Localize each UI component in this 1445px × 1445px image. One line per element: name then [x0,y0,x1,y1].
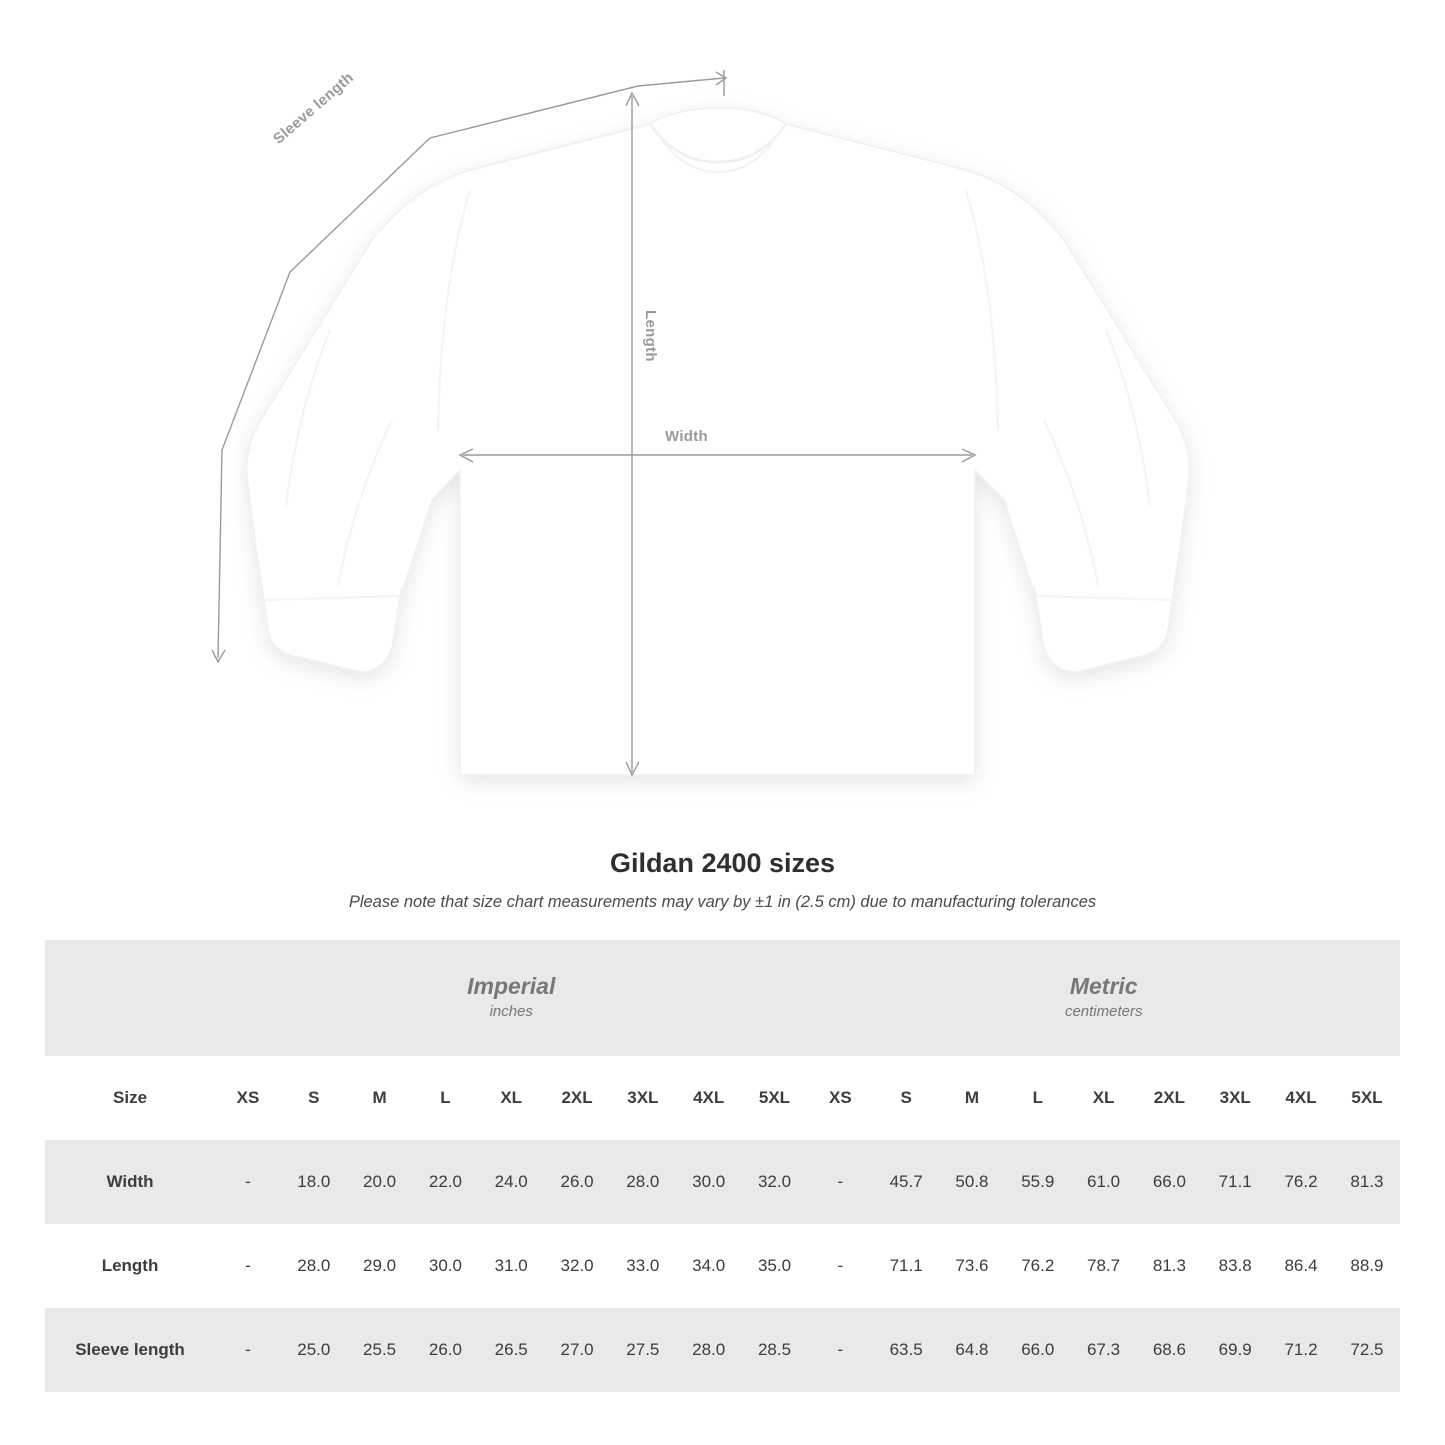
cell-width-metric-l: 55.9 [1005,1140,1071,1224]
unit-group-metric-sub: centimeters [1064,1003,1143,1021]
width-label: Width [665,428,709,445]
header-size-metric-xl: XL [1071,1056,1137,1140]
cell-length-imperial-3xl: 33.0 [610,1224,676,1308]
cell-length-imperial-l: 30.0 [413,1224,479,1308]
row-label-width: Width [45,1140,215,1224]
cell-width-metric-xs: - [807,1140,873,1224]
cell-sleeve-metric-s: 63.5 [873,1308,939,1392]
cell-sleeve-imperial-s: 25.0 [281,1308,347,1392]
cell-width-metric-m: 50.8 [939,1140,1005,1224]
cell-width-imperial-s: 18.0 [281,1140,347,1224]
header-size-label: Size [45,1056,215,1140]
cell-length-metric-2xl: 81.3 [1136,1224,1202,1308]
cell-width-metric-s: 45.7 [873,1140,939,1224]
cell-width-metric-5xl: 81.3 [1334,1140,1400,1224]
unit-header-spacer [45,940,215,1056]
cell-width-imperial-m: 20.0 [347,1140,413,1224]
cell-length-metric-l: 76.2 [1005,1224,1071,1308]
table-row-sleeve-length [45,1308,1400,1392]
cell-sleeve-metric-xs: - [807,1308,873,1392]
header-size-metric-4xl: 4XL [1268,1056,1334,1140]
cell-sleeve-imperial-4xl: 28.0 [676,1308,742,1392]
cell-length-metric-xs: - [807,1224,873,1308]
cell-sleeve-imperial-xs: - [215,1308,281,1392]
header-size-imperial-l: L [413,1056,479,1140]
cell-length-metric-3xl: 83.8 [1202,1224,1268,1308]
cell-width-imperial-3xl: 28.0 [610,1140,676,1224]
cell-length-imperial-xs: - [215,1224,281,1308]
header-size-metric-5xl: 5XL [1334,1056,1400,1140]
cell-sleeve-imperial-l: 26.0 [413,1308,479,1392]
cell-length-metric-xl: 78.7 [1071,1224,1137,1308]
cell-width-imperial-l: 22.0 [413,1140,479,1224]
table-row-length [45,1224,1400,1308]
row-label-length: Length [45,1224,215,1308]
header-size-metric-l: L [1005,1056,1071,1140]
cell-length-imperial-2xl: 32.0 [544,1224,610,1308]
unit-group-imperial [215,940,807,1056]
size-table [45,940,1400,1392]
cell-width-imperial-2xl: 26.0 [544,1140,610,1224]
cell-length-metric-4xl: 86.4 [1268,1224,1334,1308]
cell-sleeve-imperial-2xl: 27.0 [544,1308,610,1392]
header-size-imperial-xs: XS [215,1056,281,1140]
table-row-width [45,1140,1400,1224]
cell-sleeve-metric-m: 64.8 [939,1308,1005,1392]
garment-shape [247,108,1190,775]
header-size-imperial-xl: XL [478,1056,544,1140]
unit-group-imperial-sub: inches [489,1003,533,1021]
header-size-imperial-5xl: 5XL [742,1056,808,1140]
cell-sleeve-metric-2xl: 68.6 [1136,1308,1202,1392]
unit-group-imperial-title: Imperial [467,972,556,999]
cell-width-metric-xl: 61.0 [1071,1140,1137,1224]
cell-length-metric-5xl: 88.9 [1334,1224,1400,1308]
cell-length-imperial-m: 29.0 [347,1224,413,1308]
unit-group-metric-title: Metric [1069,972,1138,999]
length-label: Length [642,310,659,362]
cell-sleeve-metric-3xl: 69.9 [1202,1308,1268,1392]
cell-sleeve-metric-xl: 67.3 [1071,1308,1137,1392]
title-block [0,848,1445,912]
header-size-metric-xs: XS [807,1056,873,1140]
cell-length-metric-s: 71.1 [873,1224,939,1308]
unit-header-row [45,940,1400,1056]
header-size-metric-s: S [873,1056,939,1140]
cell-width-imperial-xl: 24.0 [478,1140,544,1224]
sleeve-length-label: Sleeve length [270,68,358,148]
cell-length-metric-m: 73.6 [939,1224,1005,1308]
cell-length-imperial-s: 28.0 [281,1224,347,1308]
size-table-wrapper [45,940,1400,1392]
header-size-metric-2xl: 2XL [1136,1056,1202,1140]
page-title: Gildan 2400 sizes [609,848,836,878]
header-size-metric-m: M [939,1056,1005,1140]
cell-sleeve-metric-l: 66.0 [1005,1308,1071,1392]
cell-sleeve-imperial-3xl: 27.5 [610,1308,676,1392]
header-size-imperial-3xl: 3XL [610,1056,676,1140]
row-label-sleeve-length: Sleeve length [45,1308,215,1392]
unit-group-metric [807,940,1400,1056]
cell-sleeve-imperial-5xl: 28.5 [742,1308,808,1392]
size-header-row [45,1056,1400,1140]
header-size-metric-3xl: 3XL [1202,1056,1268,1140]
cell-sleeve-metric-5xl: 72.5 [1334,1308,1400,1392]
cell-width-metric-3xl: 71.1 [1202,1140,1268,1224]
cell-sleeve-imperial-xl: 26.5 [478,1308,544,1392]
cell-width-imperial-xs: - [215,1140,281,1224]
cell-length-imperial-5xl: 35.0 [742,1224,808,1308]
header-size-imperial-4xl: 4XL [676,1056,742,1140]
header-size-imperial-m: M [347,1056,413,1140]
header-size-imperial-s: S [281,1056,347,1140]
tolerance-note: Please note that size chart measurements may vary by ±1 in (2.5 cm) due to manufacturing tolerances [348,893,1097,911]
cell-width-metric-4xl: 76.2 [1268,1140,1334,1224]
header-size-imperial-2xl: 2XL [544,1056,610,1140]
cell-width-imperial-4xl: 30.0 [676,1140,742,1224]
cell-width-imperial-5xl: 32.0 [742,1140,808,1224]
cell-sleeve-metric-4xl: 71.2 [1268,1308,1334,1392]
cell-length-imperial-xl: 31.0 [478,1224,544,1308]
cell-length-imperial-4xl: 34.0 [676,1224,742,1308]
cell-sleeve-imperial-m: 25.5 [347,1308,413,1392]
cell-width-metric-2xl: 66.0 [1136,1140,1202,1224]
